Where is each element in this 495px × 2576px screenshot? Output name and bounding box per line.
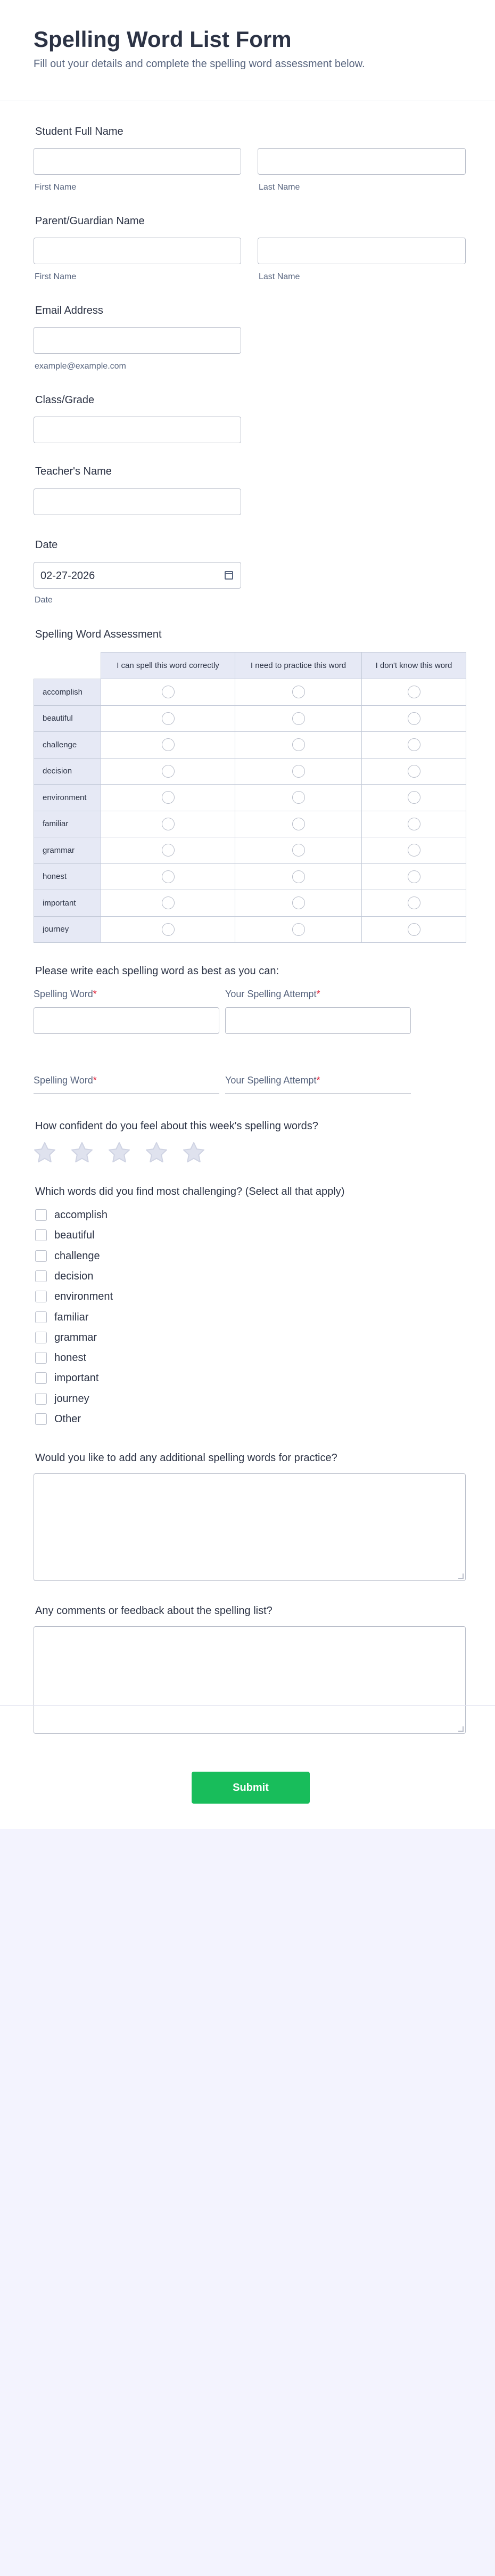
guardian-name-label: Parent/Guardian Name [35,215,145,227]
assessment-label: Spelling Word Assessment [35,629,162,640]
matrix-row-label: environment [34,785,101,811]
radio-familiar-col3[interactable] [408,818,420,830]
form-subtitle: Fill out your details and complete the spelling word assessment below. [34,58,365,70]
checkbox[interactable] [35,1413,47,1425]
checkbox[interactable] [35,1250,47,1262]
radio-beautiful-col3[interactable] [408,712,420,725]
spelling-word-label-1: Spelling Word* [34,989,97,999]
checkbox[interactable] [35,1209,47,1221]
matrix-cell [235,890,362,917]
radio-grammar-col2[interactable] [292,844,305,857]
submit-button[interactable]: Submit [192,1772,310,1804]
teacher-name-input[interactable] [34,488,241,515]
radio-challenge-col1[interactable] [162,738,175,751]
matrix-row-label: familiar [34,811,101,837]
radio-journey-col1[interactable] [162,923,175,936]
matrix-cell [235,916,362,943]
radio-grammar-col1[interactable] [162,844,175,857]
matrix-cell [101,785,235,811]
radio-familiar-col2[interactable] [292,818,305,830]
calendar-icon[interactable] [225,571,233,580]
checkbox-label: journey [54,1392,89,1405]
checkbox[interactable] [35,1332,47,1343]
matrix-row-label: journey [34,916,101,943]
matrix-column-header: I don't know this word [362,653,466,679]
star-icon[interactable] [69,1140,95,1165]
checkbox[interactable] [35,1291,47,1302]
matrix-cell [235,679,362,706]
matrix-cell [101,679,235,706]
radio-decision-col3[interactable] [408,765,420,778]
matrix-cell [362,863,466,890]
class-grade-label: Class/Grade [35,394,95,406]
star-icon[interactable] [32,1140,57,1165]
matrix-row-environment [34,785,466,811]
radio-beautiful-col1[interactable] [162,712,175,725]
matrix-row-label: important [34,890,101,917]
checkbox[interactable] [35,1311,47,1323]
guardian-first-name-input[interactable] [34,238,241,264]
matrix-cell [362,837,466,864]
radio-accomplish-col1[interactable] [162,686,175,698]
radio-grammar-col3[interactable] [408,844,420,857]
checkbox[interactable] [35,1372,47,1384]
star-icon[interactable] [181,1140,207,1165]
matrix-cell [235,758,362,785]
email-label: Email Address [35,305,103,316]
radio-honest-col2[interactable] [292,870,305,883]
spelling-attempt-input-2[interactable] [225,1093,411,1094]
student-first-name-input[interactable] [34,148,241,175]
checkbox-label: Other [54,1413,81,1425]
radio-important-col1[interactable] [162,896,175,909]
radio-decision-col1[interactable] [162,765,175,778]
guardian-last-name-input[interactable] [258,238,466,264]
checkbox[interactable] [35,1229,47,1241]
radio-environment-col3[interactable] [408,791,420,804]
additional-words-label: Would you like to add any additional spelling words for practice? [35,1452,337,1464]
resize-handle-icon[interactable] [458,1726,464,1732]
radio-decision-col2[interactable] [292,765,305,778]
checkbox-label: decision [54,1270,94,1282]
spelling-attempt-label-2: Your Spelling Attempt* [225,1075,320,1086]
matrix-cell [101,890,235,917]
teacher-name-label: Teacher's Name [35,466,112,477]
matrix-row-label: honest [34,863,101,890]
student-first-name-sublabel: First Name [35,183,77,192]
matrix-row-grammar [34,837,466,864]
radio-important-col3[interactable] [408,896,420,909]
spelling-word-label-2: Spelling Word* [34,1075,97,1086]
matrix-corner [34,653,101,679]
date-input[interactable] [34,562,241,589]
matrix-cell [362,916,466,943]
confidence-label: How confident do you feel about this week's spelling words? [35,1120,318,1132]
matrix-cell [101,732,235,759]
star-rating [32,1140,208,1165]
matrix-cell [362,785,466,811]
matrix-row-decision [34,758,466,785]
matrix-cell [362,679,466,706]
matrix-row-label: beautiful [34,705,101,732]
radio-journey-col3[interactable] [408,923,420,936]
student-name-label: Student Full Name [35,126,123,137]
matrix-cell [362,732,466,759]
additional-words-textarea[interactable] [34,1473,466,1581]
matrix-cell [362,890,466,917]
radio-accomplish-col2[interactable] [292,686,305,698]
resize-handle-icon[interactable] [458,1574,464,1579]
matrix-cell [362,811,466,837]
spelling-attempt-label-1: Your Spelling Attempt* [225,989,320,999]
matrix-row-important [34,890,466,917]
matrix-cell [362,758,466,785]
matrix-row-accomplish [34,679,466,706]
footer-divider [0,1705,495,1706]
matrix-row-label: challenge [34,732,101,759]
matrix-cell [235,837,362,864]
radio-honest-col1[interactable] [162,870,175,883]
radio-environment-col2[interactable] [292,791,305,804]
matrix-cell [235,732,362,759]
matrix-row-familiar [34,811,466,837]
radio-journey-col2[interactable] [292,923,305,936]
matrix-cell [362,705,466,732]
matrix-cell [101,811,235,837]
comments-textarea[interactable] [34,1626,466,1734]
email-sublabel: example@example.com [35,362,126,371]
star-icon[interactable] [106,1140,132,1165]
matrix-row-journey [34,916,466,943]
checkbox-label: accomplish [54,1209,108,1221]
checkbox-label: beautiful [54,1229,95,1242]
matrix-cell [235,811,362,837]
date-value: 02-27-2026 [40,570,95,582]
matrix-cell [235,863,362,890]
guardian-first-name-sublabel: First Name [35,272,77,281]
spelling-word-input-2[interactable] [34,1093,219,1094]
guardian-last-name-sublabel: Last Name [259,272,300,281]
checkbox[interactable] [35,1352,47,1364]
matrix-column-header: I can spell this word correctly [101,653,235,679]
student-last-name-sublabel: Last Name [259,183,300,192]
radio-familiar-col1[interactable] [162,818,175,830]
radio-important-col2[interactable] [292,896,305,909]
checkbox-label: familiar [54,1311,89,1323]
student-last-name-input[interactable] [258,148,466,175]
write-words-label: Please write each spelling word as best as you can: [35,965,279,977]
matrix-row-label: decision [34,758,101,785]
checkbox-label: grammar [54,1331,97,1343]
checkbox[interactable] [35,1393,47,1405]
comments-label: Any comments or feedback about the spelling list? [35,1605,273,1617]
matrix-cell [101,705,235,732]
matrix-row-challenge [34,732,466,759]
matrix-cell [235,785,362,811]
matrix-row-label: grammar [34,837,101,864]
radio-challenge-col3[interactable] [408,738,420,751]
form-title: Spelling Word List Form [34,27,292,52]
checkbox-label: environment [54,1291,113,1303]
checkbox-label: challenge [54,1250,100,1262]
radio-environment-col1[interactable] [162,791,175,804]
checkbox-label: important [54,1372,99,1384]
date-label: Date [35,539,58,551]
matrix-cell [101,758,235,785]
checkbox[interactable] [35,1270,47,1282]
matrix-row-label: accomplish [34,679,101,706]
spelling-word-input-1[interactable] [34,1007,219,1034]
challenging-label: Which words did you find most challenging? (Select all that apply) [35,1186,345,1197]
spelling-attempt-input-1[interactable] [225,1007,411,1034]
matrix-row-honest [34,863,466,890]
radio-challenge-col2[interactable] [292,738,305,751]
radio-accomplish-col3[interactable] [408,686,420,698]
radio-beautiful-col2[interactable] [292,712,305,725]
checkbox-label: honest [54,1352,87,1364]
matrix-header-row [34,653,466,679]
assessment-matrix [34,652,466,943]
matrix-column-header: I need to practice this word [235,653,362,679]
matrix-cell [235,705,362,732]
date-sublabel: Date [35,596,53,605]
radio-honest-col3[interactable] [408,870,420,883]
email-input[interactable] [34,327,241,354]
matrix-cell [101,916,235,943]
matrix-cell [101,863,235,890]
matrix-cell [101,837,235,864]
form-header [0,0,495,101]
star-icon[interactable] [144,1140,169,1165]
class-grade-input[interactable] [34,417,241,443]
matrix-row-beautiful [34,705,466,732]
